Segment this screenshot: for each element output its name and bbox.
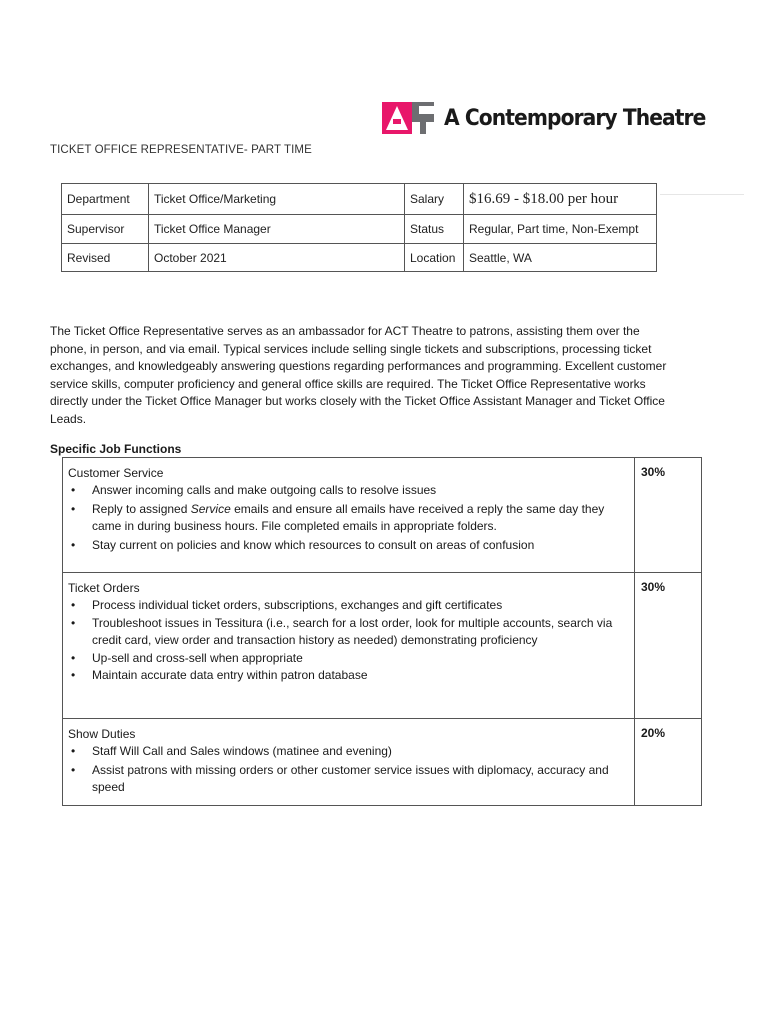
act-logo [382, 101, 728, 135]
act-logo-mark [382, 102, 434, 134]
function-list [68, 597, 629, 685]
location-value: Seattle, WA [464, 244, 657, 272]
table-row [62, 184, 657, 215]
list-item: • Process individual ticket orders, subscriptions, exchanges and gift certificates [68, 597, 629, 615]
revised-value: October 2021 [149, 244, 405, 272]
salary-value: $16.69 - $18.00 per hour [464, 184, 657, 215]
list-item: • Reply to assigned Service emails and ensure all emails have received a reply the same day they came in during business hours. File completed emails in appropriate folders. [68, 501, 629, 536]
function-percent: 30% [641, 465, 666, 479]
table-row [62, 244, 657, 272]
list-item: • Maintain accurate data entry within patron database [68, 667, 629, 685]
function-row-ticket-orders [63, 572, 701, 718]
salary-label: Salary [405, 184, 464, 215]
location-label: Location [405, 244, 464, 272]
list-item: • Assist patrons with missing orders or other customer service issues with diplomacy, accuracy and speed [68, 762, 629, 797]
function-row-show-duties [63, 718, 701, 805]
status-label: Status [405, 215, 464, 244]
supervisor-label: Supervisor [62, 215, 149, 244]
department-value: Ticket Office/Marketing [149, 184, 405, 215]
table-row [62, 215, 657, 244]
revised-label: Revised [62, 244, 149, 272]
function-row-customer-service [63, 458, 701, 572]
logo-wordmark: A Contemporary Theatre [444, 105, 706, 131]
job-functions-table [62, 457, 702, 806]
list-item: • Troubleshoot issues in Tessitura (i.e., search for a lost order, look for multiple accounts, search via credit card, view order and transaction history as needed) demonstrating proficiency [68, 615, 629, 650]
function-percent: 20% [641, 726, 666, 740]
intro-paragraph: The Ticket Office Representative serves as an ambassador for ACT Theatre to patrons, assisting them over the phone, in person, and via email. Typical services include selling single tickets and subscriptions, processing ticket exchanges, and knowledgeably answering questions regarding performances and programming. Excellent customer service skills, computer proficiency and general office skills are required. The Ticket Office Representative works directly under the Ticket Office Manager but works closely with the Ticket Office Assistant Manager and Ticket Office Leads. [50, 324, 667, 426]
service-italic: Service [190, 501, 231, 516]
functions-heading: Specific Job Functions [50, 442, 182, 456]
list-item: • Up-sell and cross-sell when appropriate [68, 650, 629, 668]
department-label: Department [62, 184, 149, 215]
function-title: Customer Service [68, 466, 164, 480]
list-item: • Stay current on policies and know which resources to consult on areas of confusion [68, 537, 629, 555]
function-title: Ticket Orders [68, 581, 140, 595]
function-list [68, 743, 629, 797]
supervisor-value: Ticket Office Manager [149, 215, 405, 244]
function-title: Show Duties [68, 727, 136, 741]
job-title: TICKET OFFICE REPRESENTATIVE- PART TIME [50, 144, 312, 156]
status-value: Regular, Part time, Non-Exempt [464, 215, 657, 244]
divider [660, 194, 744, 195]
function-percent: 30% [641, 580, 666, 594]
list-item: • Answer incoming calls and make outgoing calls to resolve issues [68, 482, 629, 500]
list-item: • Staff Will Call and Sales windows (matinee and evening) [68, 743, 629, 761]
function-list [68, 482, 629, 554]
job-info-table [61, 183, 657, 272]
